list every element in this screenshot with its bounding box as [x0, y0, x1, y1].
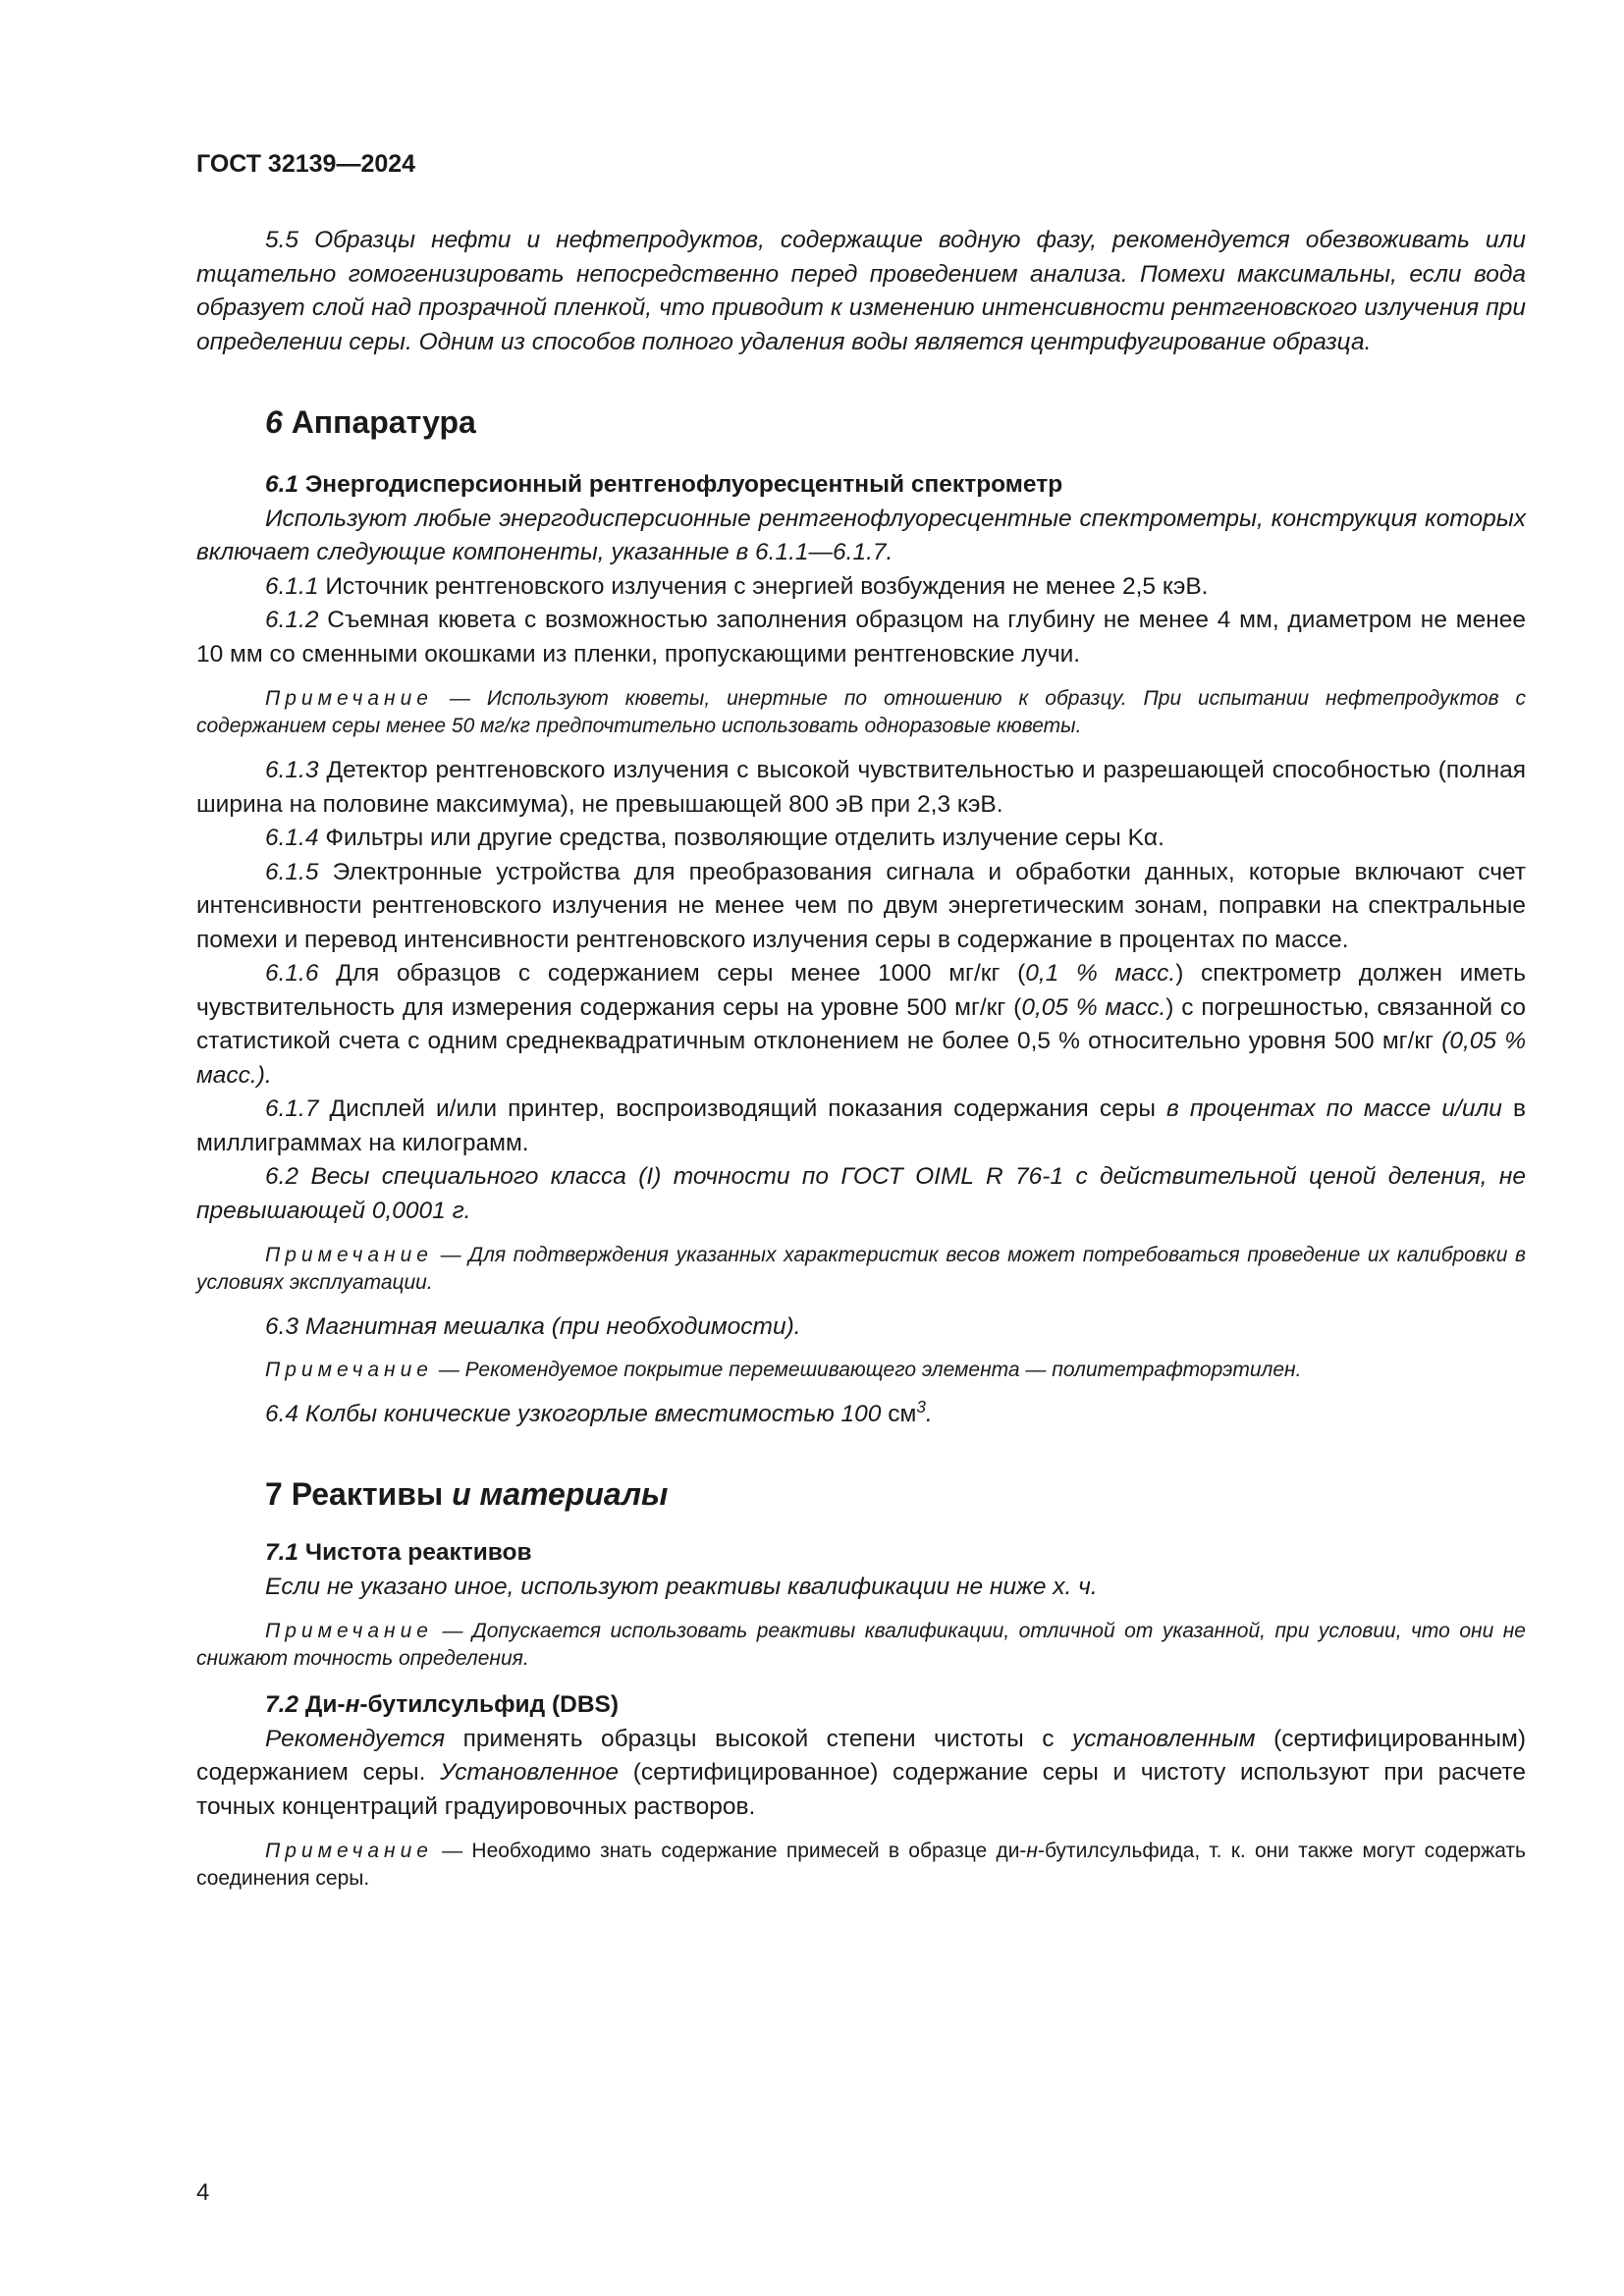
paragraph-6-1-4: 6.1.4 Фильтры или другие средства, позволяющие отделить излучение серы Kα. [265, 825, 1164, 851]
paragraph-6-1-5: 6.1.5 Электронные устройства для преобразования сигнала и обработки данных, которые включают счет интенсивности рентгеновского излучения не менее чем по двум энергетическим зонам, поправки на спектральные помехи и перевод интенсивности рентгеновского излучения серы в содержание в процентах по массе. [196, 858, 1526, 953]
section-7-heading: 7 Реактивы и материалы [265, 1476, 669, 1512]
paragraph-6-3: 6.3 Магнитная мешалка (при необходимости). [265, 1313, 801, 1340]
note-6-3: Примечание — Рекомендуемое покрытие перемешивающего элемента — политетрафторэтилен. [265, 1358, 1302, 1381]
paragraph-6-1-intro: Используют любые энергодисперсионные рентгенофлуоресцентные спектрометры, конструкция которых включает следующие компоненты, указанные в 6.1.1—6.1.7. [196, 505, 1526, 565]
paragraph-6-1-7: 6.1.7 Дисплей и/или принтер, воспроизводящий показания содержания серы в процентах по массе и/или в миллиграммах на килограмм. [196, 1095, 1526, 1156]
paragraph-7-1: Если не указано иное, используют реактивы квалификации не ниже х. ч. [265, 1573, 1098, 1600]
document-header: ГОСТ 32139—2024 [196, 150, 416, 178]
note-6-2: Примечание — Для подтверждения указанных характеристик весов может потребоваться проведение их калибровки в условиях эксплуатации. [196, 1244, 1527, 1294]
note-7-1: Примечание — Допускается использовать реактивы квалификации, отличной от указанной, при условии, что они не снижают точность определения. [196, 1620, 1526, 1670]
note-6-1-2: Примечание — Используют кюветы, инертные по отношению к образцу. При испытании нефтепродуктов с содержанием серы менее 50 мг/кг предпочтительно использовать одноразовые кюветы. [196, 687, 1526, 737]
heading-6-1: 6.1 Энергодисперсионный рентгенофлуоресцентный спектрометр [265, 471, 1063, 498]
paragraph-6-1-2: 6.1.2 Съемная кювета с возможностью заполнения образцом на глубину не менее 4 мм, диаметром не менее 10 мм со сменными окошками из пленки, пропускающими рентгеновские лучи. [196, 607, 1526, 667]
paragraph-5-5: 5.5 Образцы нефти и нефтепродуктов, содержащие водную фазу, рекомендуется обезвоживать или тщательно гомогенизировать непосредственно перед проведением анализа. Помехи максимальны, если вода образует слой над прозрачной пленкой, что приводит к изменению интенсивности рентгеновского излучения при определении серы. Одним из способов полного удаления воды является центрифугирование образца. [196, 227, 1526, 355]
paragraph-6-2: 6.2 Весы специального класса (I) точности по ГОСТ OIML R 76-1 с действительной ценой деления, не превышающей 0,0001 г. [196, 1163, 1526, 1224]
paragraph-6-1-1: 6.1.1 Источник рентгеновского излучения с энергией возбуждения не менее 2,5 кэВ. [265, 572, 1209, 600]
page-number: 4 [196, 2179, 210, 2206]
note-7-2: Примечание — Необходимо знать содержание примесей в образце ди-н-бутилсульфида, т. к. они также могут содержать соединения серы. [196, 1840, 1526, 1890]
document-body [196, 224, 1526, 1893]
paragraph-6-4: 6.4 Колбы конические узкогорлые вместимостью 100 $см^3$. [265, 1396, 933, 1427]
heading-7-2: 7.2 Ди-н-бутилсульфид (DBS) [265, 1691, 620, 1718]
paragraph-7-2: Рекомендуется применять образцы высокой степени чистоты с установленным (сертифицированным) содержанием серы. Установленное (сертифицированное) содержание серы и чистоту используют при расчете точных концентраций градуировочных растворов. [196, 1725, 1526, 1820]
section-6-heading: 6 Аппаратура [265, 404, 476, 440]
heading-7-1: 7.1 Чистота реактивов [265, 1539, 532, 1566]
paragraph-6-1-6: 6.1.6 Для образцов с содержанием серы менее 1000 мг/кг (0,1 % масс.) спектрометр должен иметь чувствительность для измерения содержания серы на уровне 500 мг/кг (0,05 % масс.) с погрешностью, связанной со статистикой счета с одним среднеквадратичным отклонением не более 0,5 % относительно уровня 500 мг/кг (0,05 % масс.). [196, 960, 1527, 1089]
paragraph-6-1-3: 6.1.3 Детектор рентгеновского излучения с высокой чувствительностью и разрешающей способностью (полная ширина на половине максимума), не превышающей 800 эВ при 2,3 кэВ. [196, 757, 1526, 818]
